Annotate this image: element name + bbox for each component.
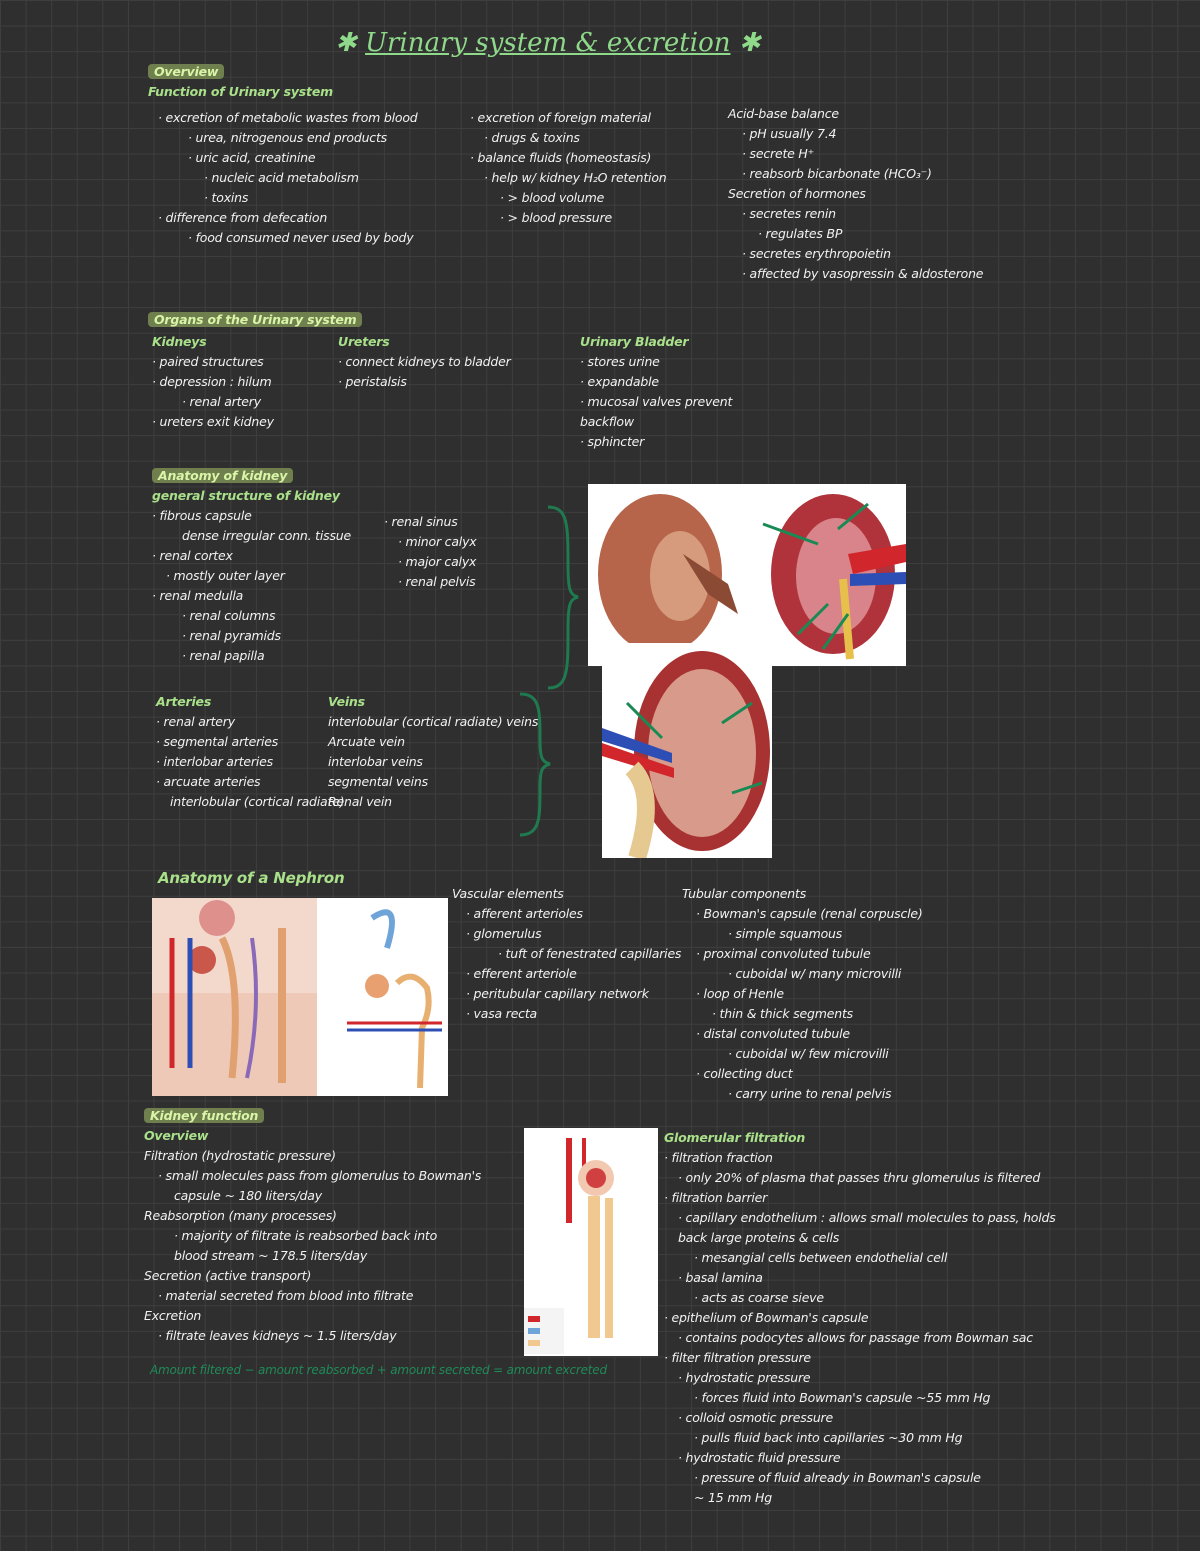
- note-line: · collecting duct: [696, 1066, 793, 1081]
- note-line: · pulls fluid back into capillaries ~30 mm Hg: [694, 1430, 963, 1445]
- note-line: · filtration fraction: [664, 1150, 773, 1165]
- note-line: · arcuate arteries: [156, 774, 261, 789]
- note-line: · renal columns: [182, 608, 276, 623]
- note-line: Tubular components: [682, 886, 807, 901]
- note-line: · sphincter: [580, 434, 645, 449]
- curly-brace-icon: [540, 505, 580, 690]
- kidney-section-image: [588, 484, 906, 666]
- nephron-heading: Anatomy of a Nephron: [158, 869, 345, 887]
- overview-col2: [470, 108, 667, 228]
- organs-tag: Organs of the Urinary system: [148, 312, 362, 327]
- note-line: · expandable: [580, 374, 659, 389]
- note-line: · > blood pressure: [500, 210, 612, 225]
- note-line: ~ 15 mm Hg: [694, 1490, 772, 1505]
- note-line: · filter filtration pressure: [664, 1350, 811, 1365]
- note-line: · excretion of metabolic wastes from blood: [158, 110, 418, 125]
- note-line: · basal lamina: [678, 1270, 763, 1285]
- note-line: · peritubular capillary network: [466, 986, 649, 1001]
- note-line: · carry urine to renal pelvis: [728, 1086, 892, 1101]
- note-line: · renal pelvis: [398, 574, 476, 589]
- note-line: interlobular (cortical radiate): [170, 794, 345, 809]
- note-line: · proximal convoluted tubule: [696, 946, 871, 961]
- ureters-notes: [338, 332, 511, 392]
- note-line: · hydrostatic fluid pressure: [678, 1450, 841, 1465]
- note-line: · reabsorb bicarbonate (HCO₃⁻): [742, 166, 932, 181]
- glomerular-heading: Glomerular filtration: [664, 1130, 806, 1145]
- note-line: segmental veins: [328, 774, 428, 789]
- note-line: · minor calyx: [398, 534, 477, 549]
- note-line: interlobular (cortical radiate) veins: [328, 714, 539, 729]
- note-line: · cuboidal w/ few microvilli: [728, 1046, 889, 1061]
- note-line: · renal pyramids: [182, 628, 281, 643]
- note-line: interlobar veins: [328, 754, 423, 769]
- note-line: · Bowman's capsule (renal corpuscle): [696, 906, 923, 921]
- note-line: backflow: [580, 414, 634, 429]
- kidney-function-heading: Overview: [144, 1128, 209, 1143]
- overview-col1: [158, 108, 418, 248]
- note-line: Excretion: [144, 1308, 202, 1323]
- note-line: · cuboidal w/ many microvilli: [728, 966, 902, 981]
- note-line: · excretion of foreign material: [470, 110, 651, 125]
- arteries-heading: Arteries: [156, 694, 212, 709]
- note-line: · contains podocytes allows for passage from Bowman sac: [678, 1330, 1033, 1345]
- note-line: · toxins: [204, 190, 249, 205]
- kidneys-heading: Kidneys: [152, 334, 207, 349]
- note-line: · efferent arteriole: [466, 966, 577, 981]
- note-line: · colloid osmotic pressure: [678, 1410, 833, 1425]
- note-line: back large proteins & cells: [678, 1230, 840, 1245]
- note-line: capsule ~ 180 liters/day: [174, 1188, 322, 1203]
- note-line: · afferent arterioles: [466, 906, 583, 921]
- note-line: · food consumed never used by body: [188, 230, 414, 245]
- organs-section: [148, 310, 362, 330]
- note-line: · drugs & toxins: [484, 130, 580, 145]
- note-line: · only 20% of plasma that passes thru glomerulus is filtered: [678, 1170, 1041, 1185]
- kidney-vessels-image: [602, 643, 772, 858]
- note-line: · fibrous capsule: [152, 508, 252, 523]
- filtration-illustration: [524, 1128, 658, 1356]
- note-line: blood stream ~ 178.5 liters/day: [174, 1248, 368, 1263]
- note-line: · depression : hilum: [152, 374, 272, 389]
- note-line: Renal vein: [328, 794, 392, 809]
- note-line: · forces fluid into Bowman's capsule ~55 mm Hg: [694, 1390, 991, 1405]
- nephron-illustration: [152, 898, 448, 1096]
- title-text: Urinary system & excretion: [365, 28, 731, 58]
- note-line: · renal artery: [182, 394, 261, 409]
- note-line: · affected by vasopressin & aldosterone: [742, 266, 984, 281]
- note-line: · simple squamous: [728, 926, 843, 941]
- note-line: · renal cortex: [152, 548, 233, 563]
- note-line: · pressure of fluid already in Bowman's capsule: [694, 1470, 981, 1485]
- star-icon: ✱: [335, 28, 357, 58]
- note-line: · secrete H⁺: [742, 146, 815, 161]
- note-line: · acts as coarse sieve: [694, 1290, 824, 1305]
- note-line: · renal medulla: [152, 588, 244, 603]
- note-line: · help w/ kidney H₂O retention: [484, 170, 667, 185]
- kidney-function-notes: [144, 1106, 481, 1346]
- note-line: · stores urine: [580, 354, 660, 369]
- note-line: · capillary endothelium : allows small molecules to pass, holds: [678, 1210, 1056, 1225]
- anatomy-kidney-sub: general structure of kidney: [152, 488, 340, 503]
- bladder-heading: Urinary Bladder: [580, 334, 689, 349]
- note-line: · difference from defecation: [158, 210, 328, 225]
- note-line: · secretes renin: [742, 206, 836, 221]
- note-line: · renal artery: [156, 714, 235, 729]
- kidney-vessels-illustration: [602, 643, 772, 858]
- note-line: · urea, nitrogenous end products: [188, 130, 387, 145]
- note-line: · thin & thick segments: [712, 1006, 853, 1021]
- star-icon: ✱: [738, 28, 761, 58]
- note-line: · mucosal valves prevent: [580, 394, 733, 409]
- note-line: Secretion of hormones: [728, 186, 866, 201]
- note-line: · renal papilla: [182, 648, 265, 663]
- note-line: · mostly outer layer: [166, 568, 285, 583]
- note-line: · tuft of fenestrated capillaries: [498, 946, 682, 961]
- note-line: · regulates BP: [758, 226, 843, 241]
- filtration-diagram-image: [524, 1128, 658, 1356]
- note-line: · glomerulus: [466, 926, 542, 941]
- overview-section: [148, 62, 333, 102]
- arteries-notes: [156, 692, 344, 812]
- note-line: Secretion (active transport): [144, 1268, 312, 1283]
- note-line: · uric acid, creatinine: [188, 150, 316, 165]
- note-line: · renal sinus: [384, 514, 458, 529]
- note-line: · epithelium of Bowman's capsule: [664, 1310, 869, 1325]
- kidney-function-tag: Kidney function: [144, 1108, 264, 1123]
- glomerular-filtration-notes: [664, 1128, 1056, 1508]
- note-line: Acid-base balance: [728, 106, 839, 121]
- note-line: · nucleic acid metabolism: [204, 170, 359, 185]
- note-line: · hydrostatic pressure: [678, 1370, 811, 1385]
- page-title: [335, 28, 761, 58]
- curly-brace-icon: [512, 692, 552, 837]
- note-line: · material secreted from blood into filtrate: [158, 1288, 414, 1303]
- note-line: · mesangial cells between endothelial cell: [694, 1250, 948, 1265]
- veins-heading: Veins: [328, 694, 365, 709]
- note-line: · balance fluids (homeostasis): [470, 150, 652, 165]
- note-line: · ureters exit kidney: [152, 414, 274, 429]
- anatomy-kidney-tag: Anatomy of kidney: [152, 468, 293, 483]
- overview-heading: Function of Urinary system: [148, 84, 333, 99]
- note-line: Vascular elements: [452, 886, 564, 901]
- note-line: · secretes erythropoietin: [742, 246, 891, 261]
- note-line: · distal convoluted tubule: [696, 1026, 850, 1041]
- nephron-heading-block: [158, 868, 344, 888]
- note-line: · peristalsis: [338, 374, 407, 389]
- note-line: Reabsorption (many processes): [144, 1208, 337, 1223]
- note-line: · small molecules pass from glomerulus to Bowman's: [158, 1168, 482, 1183]
- ureters-heading: Ureters: [338, 334, 390, 349]
- veins-notes: [328, 692, 538, 812]
- note-line: · paired structures: [152, 354, 264, 369]
- vascular-elements-notes: [452, 884, 681, 1024]
- anatomy-kidney-col2: [384, 512, 476, 592]
- note-line: · loop of Henle: [696, 986, 784, 1001]
- note-line: · segmental arteries: [156, 734, 279, 749]
- note-line: · filtrate leaves kidneys ~ 1.5 liters/day: [158, 1328, 397, 1343]
- note-line: · interlobar arteries: [156, 754, 273, 769]
- kidneys-notes: [152, 332, 274, 432]
- note-line: · majority of filtrate is reabsorbed back into: [174, 1228, 438, 1243]
- nephron-diagram-image: [152, 898, 448, 1096]
- note-line: · pH usually 7.4: [742, 126, 837, 141]
- note-line: · > blood volume: [500, 190, 605, 205]
- note-line: · vasa recta: [466, 1006, 538, 1021]
- amount-formula: Amount filtered − amount reabsorbed + amount secreted = amount excreted: [150, 1363, 607, 1377]
- overview-tag: Overview: [148, 64, 224, 79]
- note-line: dense irregular conn. tissue: [182, 528, 351, 543]
- bladder-notes: [580, 332, 732, 452]
- note-line: Arcuate vein: [328, 734, 405, 749]
- note-line: Filtration (hydrostatic pressure): [144, 1148, 336, 1163]
- note-line: · filtration barrier: [664, 1190, 768, 1205]
- tubular-components-notes: [682, 884, 923, 1104]
- note-line: · connect kidneys to bladder: [338, 354, 511, 369]
- anatomy-kidney-notes: [152, 466, 351, 666]
- overview-col3: [728, 104, 983, 284]
- kidney-illustration: [588, 484, 906, 666]
- note-line: · major calyx: [398, 554, 477, 569]
